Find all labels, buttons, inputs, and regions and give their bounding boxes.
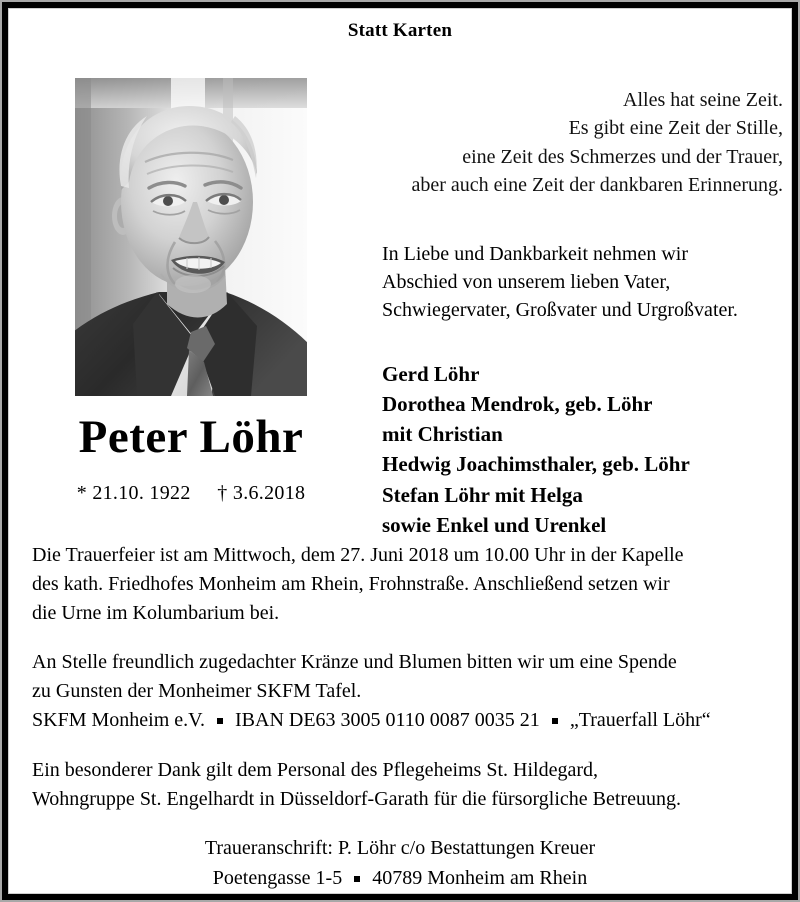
born-symbol-icon: *: [76, 482, 88, 504]
upper-section: [9, 42, 791, 537]
died-symbol-icon: †: [217, 482, 228, 504]
ceremony-line: Die Trauerfeier ist am Mittwoch, dem 27. Juni 2018 um 10.00 Uhr in der Kapelle: [32, 544, 684, 566]
family-member: Stefan Löhr mit Helga: [382, 482, 583, 507]
death-date: 3.6.2018: [232, 482, 306, 504]
contact-block: [32, 834, 768, 892]
thanks-line: Ein besonderer Dank gilt dem Personal des Pflegeheims St. Hildegard,: [32, 758, 598, 781]
contact-line: Traueranschrift: P. Löhr c/o Bestattungen Kreuer: [204, 837, 596, 860]
donation-iban: IBAN DE63 3005 0110 0087 0035 21: [235, 708, 540, 731]
square-bullet-icon: [354, 876, 360, 882]
notice-content: [9, 9, 791, 893]
intro-block: [377, 240, 783, 325]
contact-address-line: [32, 864, 768, 893]
contact-street: Poetengasse 1-5: [212, 866, 343, 889]
family-member: Dorothea Mendrok, geb. Löhr: [382, 391, 653, 416]
square-bullet-icon: [217, 718, 223, 724]
ceremony-paragraph: [32, 541, 768, 627]
lower-section: [9, 541, 791, 893]
thanks-paragraph: [32, 756, 768, 814]
family-member: Hedwig Joachimsthaler, geb. Löhr: [382, 452, 690, 477]
deceased-name: Peter Löhr: [78, 411, 304, 463]
poem-block: [377, 86, 783, 200]
intro-line: Schwiegervater, Großvater und Urgroßvater.: [382, 299, 738, 322]
poem-line: eine Zeit des Schmerzes und der Trauer,: [462, 145, 783, 168]
poem-line: Es gibt eine Zeit der Stille,: [568, 117, 783, 140]
contact-city: 40789 Monheim am Rhein: [372, 866, 588, 889]
donation-line: An Stelle freundlich zugedachter Kränze und Blumen bitten wir um eine Spende: [32, 651, 677, 674]
intro-line: Abschied von unserem lieben Vater,: [382, 270, 671, 293]
poem-line: aber auch eine Zeit der dankbaren Erinnerung.: [411, 174, 783, 197]
donation-line: zu Gunsten der Monheimer SKFM Tafel.: [32, 680, 362, 703]
family-member: Gerd Löhr: [382, 361, 480, 386]
statt-karten-heading: Statt Karten: [347, 20, 453, 41]
ceremony-line: die Urne im Kolumbarium bei.: [32, 601, 280, 624]
family-member: mit Christian: [382, 422, 503, 447]
donation-paragraph: [32, 648, 768, 734]
family-list: [377, 359, 783, 540]
ceremony-line: des kath. Friedhofes Monheim am Rhein, Frohnstraße. Anschließend setzen wir: [32, 572, 670, 595]
birth-date: 21.10. 1922: [92, 482, 191, 504]
poem-line: Alles hat seine Zeit.: [623, 89, 783, 111]
square-bullet-icon: [552, 718, 558, 724]
family-member: sowie Enkel und Urenkel: [382, 512, 607, 537]
thanks-line: Wohngruppe St. Engelhardt in Düsseldorf-Garath für die fürsorgliche Betreuung.: [32, 787, 681, 810]
donation-account-line: [32, 706, 768, 735]
donation-reference: „Trauerfall Löhr“: [569, 708, 711, 731]
intro-line: In Liebe und Dankbarkeit nehmen wir: [382, 242, 689, 265]
right-column: [377, 42, 783, 540]
donation-org: SKFM Monheim e.V.: [32, 708, 205, 731]
deceased-dates: [9, 482, 373, 505]
portrait-photo: [75, 78, 307, 396]
